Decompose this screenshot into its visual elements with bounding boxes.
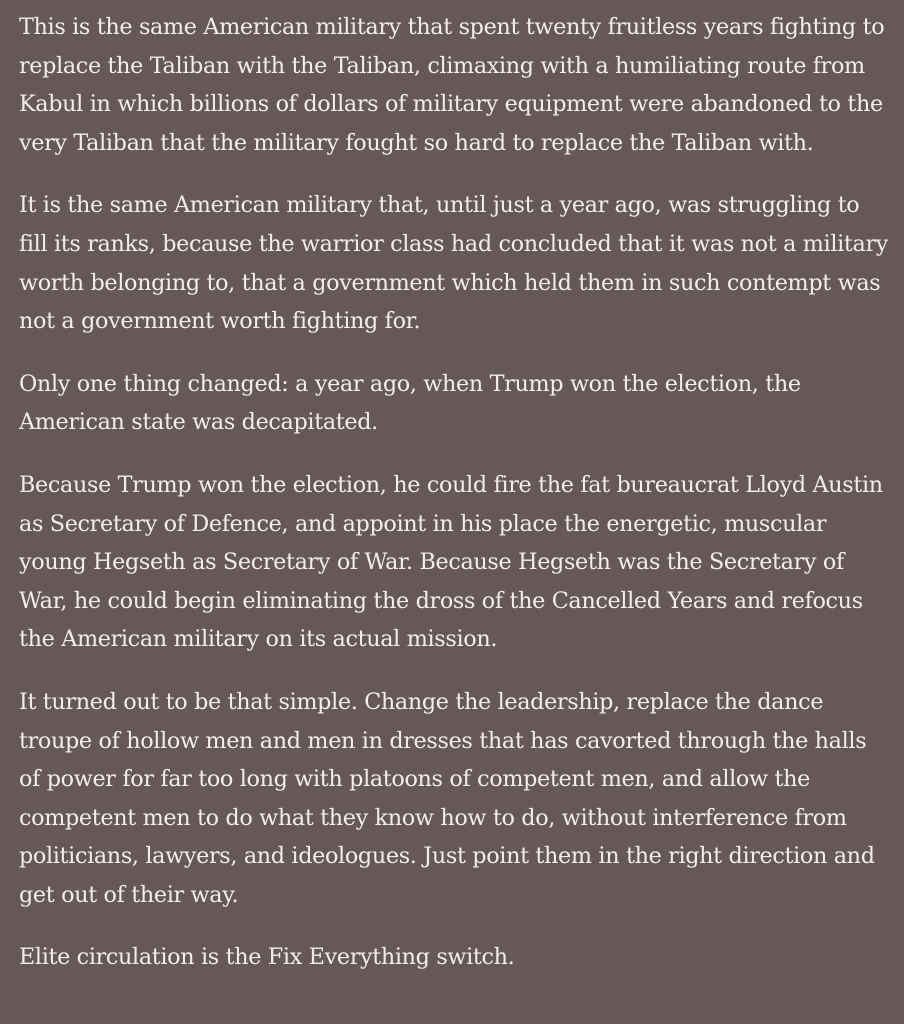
paragraph-hegseth: Because Trump won the election, he could fire the fat bureaucrat Lloyd Austin as Secretary of Defence, and appoint in his place the energetic, muscular young Hegseth as Secretary of War. Because Hegseth was the Secretary of War, he could begin eliminating the dross of the Cancelled Years and refocus the American military on its actual mission.	[19, 471, 883, 653]
paragraph-change: Only one thing changed: a year ago, when Trump won the election, the American state was decapitated.	[19, 370, 801, 436]
paragraph-leadership: It turned out to be that simple. Change the leadership, replace the dance troupe of hollow men and men in dresses that has cavorted through the halls of power for far too long with platoons of competent men, and allow the competent men to do what they know how to do, without interference from politicians, lawyers, and ideologues. Just point them in the right direction and get out of their way.	[19, 688, 875, 908]
paragraph-taliban: This is the same American military that spent twenty fruitless years fighting to replace the Taliban with the Taliban, climaxing with a humiliating route from Kabul in which billions of dollars of military equipment were abandoned to the very Taliban that the military fought so hard to replace the Taliban with.	[19, 14, 885, 156]
paragraph-recruiting: It is the same American military that, until just a year ago, was struggling to fill its ranks, because the warrior class had concluded that it was not a military worth belonging to, that a government which held them in such contempt was not a government worth fighting for.	[19, 192, 889, 335]
paragraph-conclusion: Elite circulation is the Fix Everything switch.	[19, 944, 515, 971]
